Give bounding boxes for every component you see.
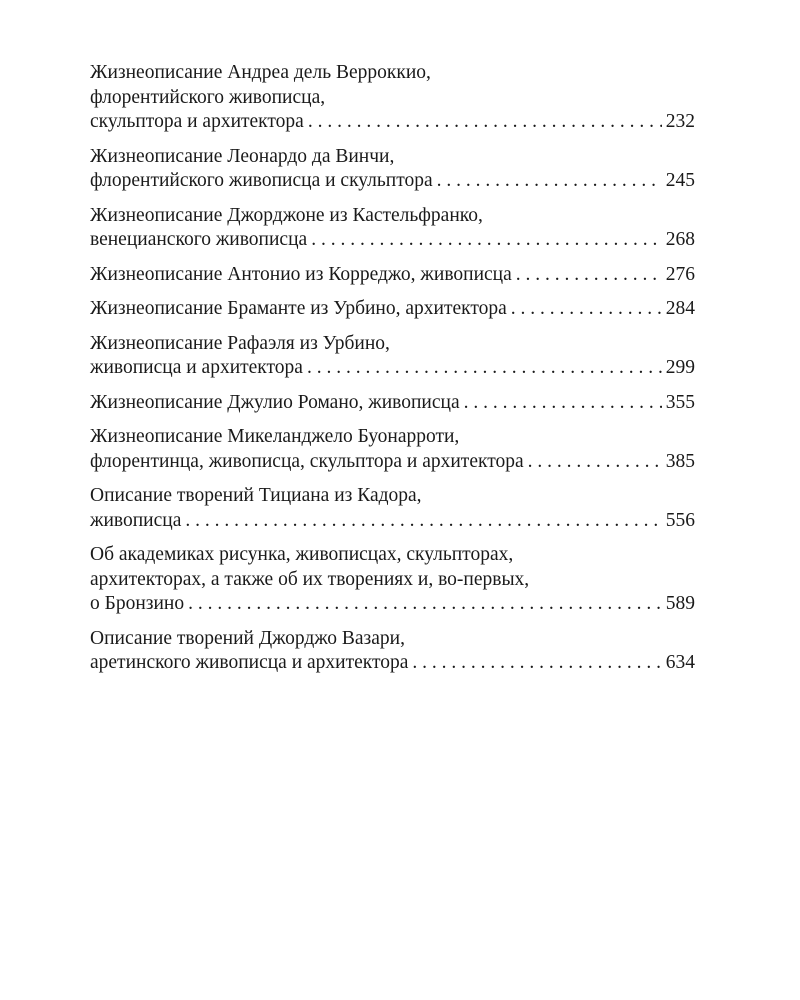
dot-leader (528, 450, 662, 475)
toc-entry[interactable] (90, 543, 695, 617)
toc-entry-last-line (90, 356, 695, 381)
dot-leader (185, 509, 661, 534)
toc-entry-title-line: Жизнеописание Микеланджело Буонарроти, (90, 426, 460, 447)
toc-entry-title-line: венецианского живописца (90, 229, 308, 250)
toc-entry[interactable] (90, 263, 695, 288)
toc-entry-title-line: флорентийского живописца и скульптора (90, 170, 433, 191)
toc-entry-title-line: флорентийского живописца, (90, 86, 326, 108)
toc-entry[interactable] (90, 484, 695, 533)
dot-leader (307, 356, 662, 381)
page-number: 276 (665, 263, 695, 285)
toc-entry-title-line: аретинского живописца и архитектора (90, 652, 409, 673)
toc-entry-title-line: Жизнеописание Джорджоне из Кастельфранко, (90, 204, 483, 226)
toc-entry-last-line (90, 169, 695, 194)
page-number: 355 (665, 391, 695, 413)
toc-entry-title-line: живописца и архитектора (90, 357, 303, 378)
toc-entry[interactable] (90, 145, 695, 194)
dot-leader (511, 297, 662, 322)
dot-leader (311, 228, 662, 253)
dot-leader (437, 169, 662, 194)
toc-entry[interactable] (90, 204, 695, 253)
toc-entry-title-line: Жизнеописание Антонио из Корреджо, живописца (90, 263, 512, 285)
page-number: 385 (665, 450, 695, 472)
toc-entry-title-line: Описание творений Джорджо Вазари, (90, 627, 405, 649)
dot-leader (412, 651, 661, 676)
toc-entry[interactable] (90, 332, 695, 381)
toc-entry-last-line (90, 263, 695, 288)
page-number: 299 (665, 357, 695, 378)
toc-entry[interactable] (90, 297, 695, 322)
toc-entry-title-line: Об академиках рисунка, живописцах, скульпторах, (90, 544, 514, 565)
toc-entry-last-line (90, 110, 695, 135)
toc-entry-title-line: Жизнеописание Рафаэля из Урбино, (90, 332, 390, 354)
toc-entry-title-line: Жизнеописание Андреа дель Верроккио, (90, 62, 431, 83)
toc-entry-last-line (90, 228, 695, 253)
dot-leader (188, 592, 662, 617)
page-number: 268 (665, 229, 695, 250)
dot-leader (516, 263, 662, 288)
toc-entry[interactable] (90, 391, 695, 416)
page-number: 634 (665, 652, 695, 673)
toc-entry-title-line: Жизнеописание Браманте из Урбино, архитектора (90, 298, 507, 319)
page-number: 284 (665, 298, 695, 319)
toc-entry-last-line (90, 651, 695, 676)
toc-entry-title-line: архитекторах, а также об их творениях и, во-первых, (90, 568, 530, 590)
toc-entry-title-line: Жизнеописание Джулио Романо, живописца (90, 391, 460, 413)
toc-entry[interactable] (90, 627, 695, 676)
toc-entry[interactable] (90, 61, 695, 135)
toc-entry-last-line (90, 391, 695, 416)
toc-entry-last-line (90, 592, 695, 617)
toc-entry-title-line: о Бронзино (90, 593, 185, 614)
page-number: 589 (665, 593, 695, 614)
toc-entry-title-line: Жизнеописание Леонардо да Винчи, (90, 145, 395, 167)
toc-entry-title-line: флорентинца, живописца, скульптора и архитектора (90, 450, 524, 472)
page-number: 232 (665, 111, 695, 132)
table-of-contents (90, 61, 695, 676)
toc-entry-title-line: живописца (90, 509, 182, 531)
toc-entry-title-line: скульптора и архитектора (90, 111, 304, 132)
dot-leader (464, 391, 662, 416)
toc-entry[interactable] (90, 425, 695, 474)
page-number: 556 (665, 509, 695, 531)
page-number: 245 (665, 170, 695, 191)
toc-entry-title-line: Описание творений Тициана из Кадора, (90, 485, 422, 506)
toc-entry-last-line (90, 509, 695, 534)
dot-leader (308, 110, 662, 135)
toc-entry-last-line (90, 297, 695, 322)
toc-entry-last-line (90, 450, 695, 475)
